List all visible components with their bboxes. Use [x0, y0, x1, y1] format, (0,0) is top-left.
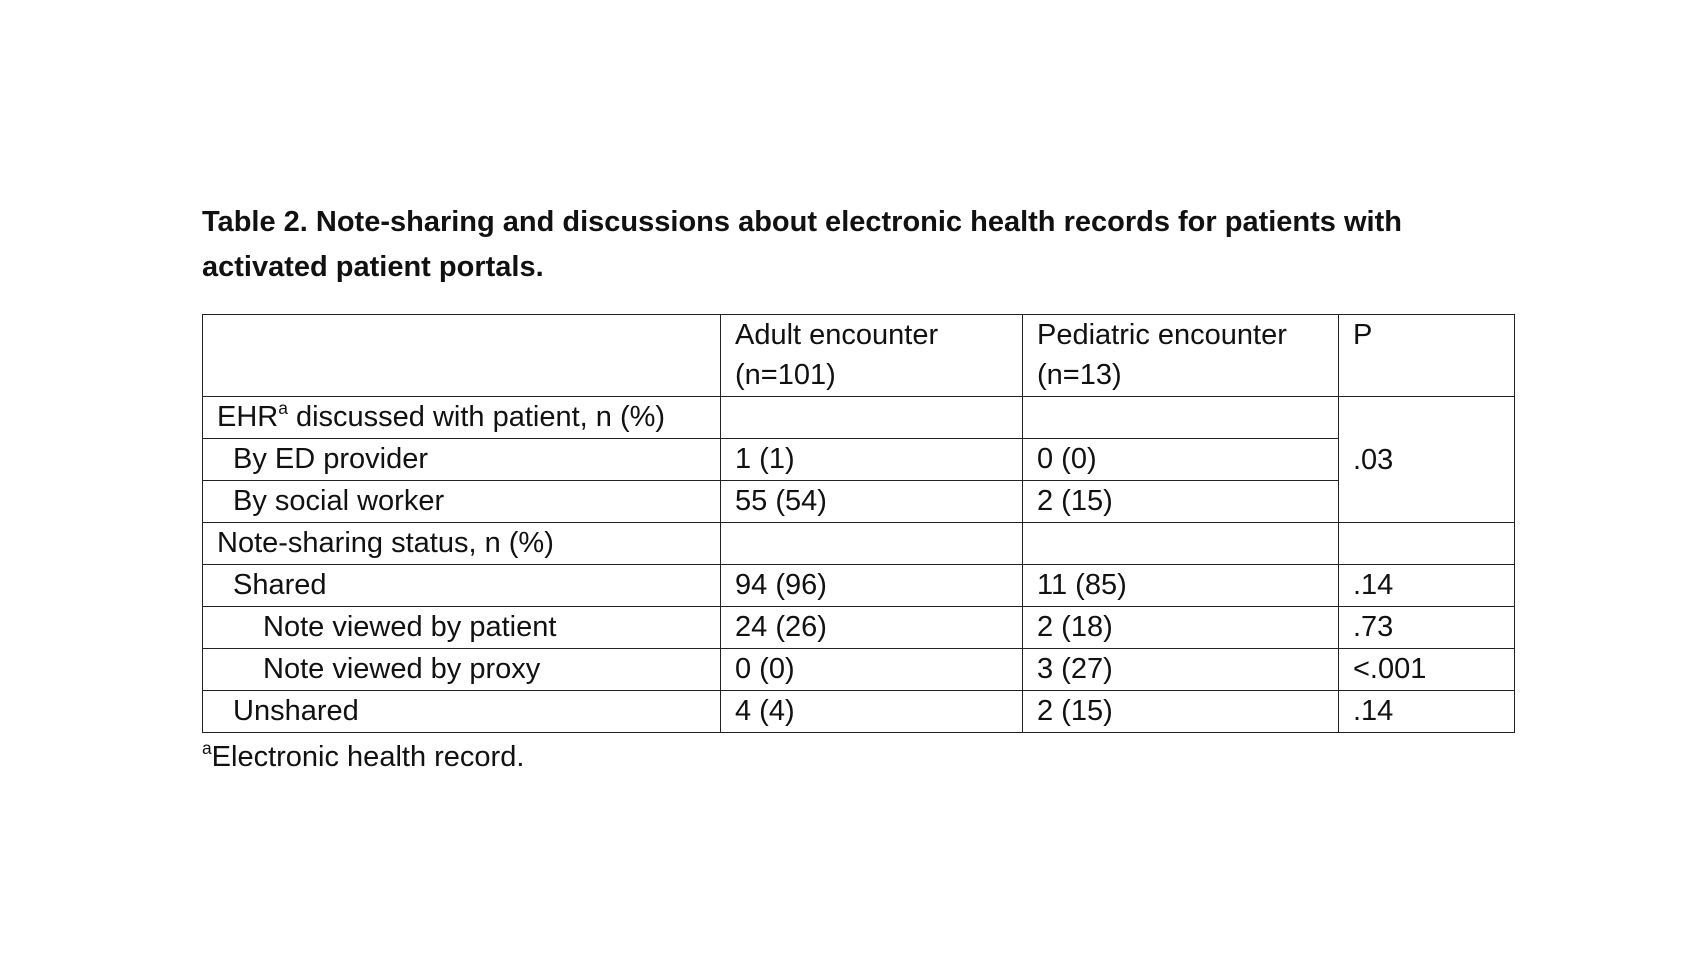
table-row [203, 565, 1515, 607]
caption-line-2: activated patient portals. [202, 251, 544, 283]
table-footnote [202, 737, 524, 777]
row-label-note-viewed-by-proxy: Note viewed by proxy [203, 649, 721, 691]
table-row [203, 481, 1515, 523]
section-label-ehr-discussed: EHR$^a$ discussed with patient, n (%) [203, 397, 721, 439]
section-pediatric-empty [1023, 523, 1339, 565]
section-row-ehr-discussed [203, 397, 1515, 439]
section-adult-empty [721, 523, 1023, 565]
caption-line-1: Table 2. Note-sharing and discussions about electronic health records for patients with [202, 206, 1402, 238]
header-row-label [203, 315, 721, 397]
cell-adult: 4 (4) [721, 691, 1023, 733]
cell-adult: 1 (1) [721, 439, 1023, 481]
cell-adult: 94 (96) [721, 565, 1023, 607]
section-adult-empty [721, 397, 1023, 439]
section-label-note-sharing: Note-sharing status, n (%) [203, 523, 721, 565]
section-row-note-sharing [203, 523, 1515, 565]
footnote-text: Electronic health record. [211, 741, 525, 773]
cell-pediatric: 2 (15) [1023, 691, 1339, 733]
table-caption [202, 200, 1502, 290]
cell-p-value: .73 [1339, 607, 1515, 649]
row-label-unshared: Unshared [203, 691, 721, 733]
row-label-note-viewed-by-patient: Note viewed by patient [203, 607, 721, 649]
header-pediatric-encounter: Pediatric encounter (n=13) [1023, 315, 1339, 397]
footnote-marker-a: a [278, 397, 288, 418]
p-value-ehr-discussed: .03 [1339, 397, 1515, 523]
footnote-marker: a [202, 737, 212, 758]
cell-adult: 55 (54) [721, 481, 1023, 523]
row-label-by-ed-provider: By ED provider [203, 439, 721, 481]
cell-pediatric: 2 (18) [1023, 607, 1339, 649]
results-table [202, 314, 1515, 733]
table-row [203, 439, 1515, 481]
table-row [203, 649, 1515, 691]
cell-pediatric: 2 (15) [1023, 481, 1339, 523]
row-label-by-social-worker: By social worker [203, 481, 721, 523]
cell-adult: 0 (0) [721, 649, 1023, 691]
cell-p-value: .14 [1339, 691, 1515, 733]
table-row [203, 691, 1515, 733]
table-row [203, 607, 1515, 649]
header-p-value: P [1339, 315, 1515, 397]
section-p-empty [1339, 523, 1515, 565]
cell-pediatric: 11 (85) [1023, 565, 1339, 607]
cell-pediatric: 0 (0) [1023, 439, 1339, 481]
section-pediatric-empty [1023, 397, 1339, 439]
table-header-row [203, 315, 1515, 397]
header-adult-encounter: Adult encounter (n=101) [721, 315, 1023, 397]
row-label-shared: Shared [203, 565, 721, 607]
cell-p-value: <.001 [1339, 649, 1515, 691]
cell-pediatric: 3 (27) [1023, 649, 1339, 691]
cell-adult: 24 (26) [721, 607, 1023, 649]
cell-p-value: .14 [1339, 565, 1515, 607]
